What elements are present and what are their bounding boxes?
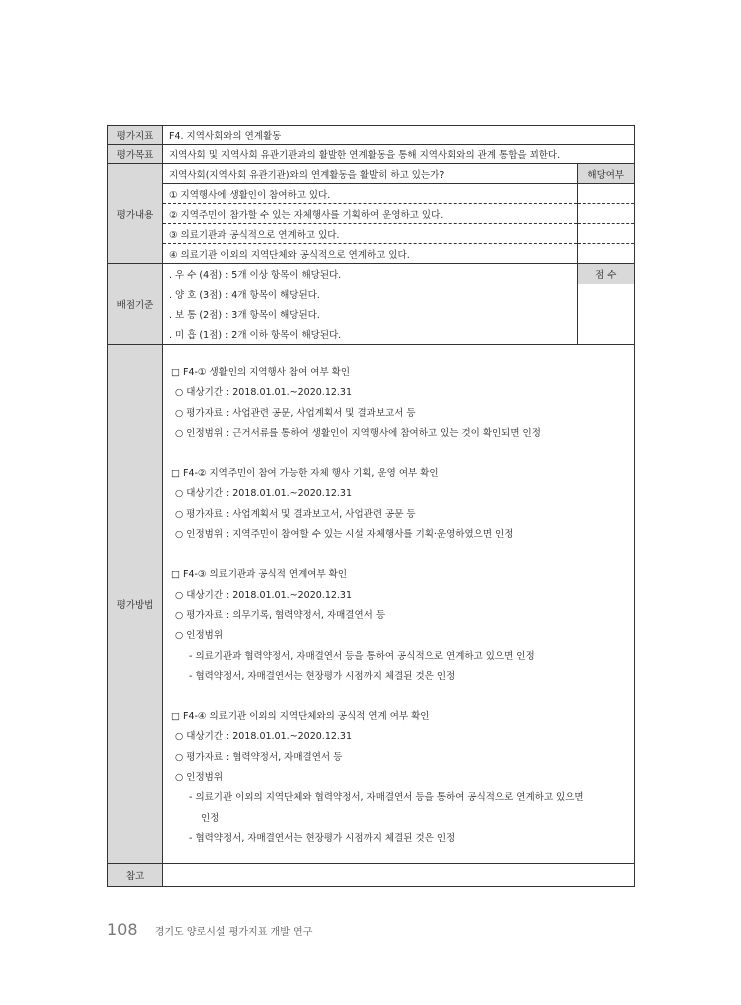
note-value[interactable] [163,864,635,887]
applicable-cell-1[interactable] [577,184,634,204]
indicator-row [108,126,635,145]
applicable-cell-3[interactable] [577,224,634,244]
method-period: ○ 대상기간 : 2018.01.01.~2020.12.31 [175,387,353,399]
applicable-header: 해당여부 [577,164,634,184]
method-title: □ F4-② 지역주민이 참여 가능한 자체 행사 기획, 운영 여부 확인 [171,468,439,480]
content-label: 평가내용 [108,164,163,264]
method-row [108,345,635,864]
method-period: ○ 대상기간 : 2018.01.01.~2020.12.31 [175,488,353,500]
method-title: □ F4-③ 의료기관과 공식적 연계여부 확인 [171,569,348,581]
method-label: 평가방법 [108,345,163,864]
score-cell[interactable] [577,284,634,344]
method-block-4 [171,707,626,849]
content-row [108,164,635,264]
scoring-item-2: . 양 호 (3점) : 4개 항목이 해당된다. [169,290,320,301]
scoring-label: 배점기준 [108,264,163,345]
method-scope-item: - 협력약정서, 자매결연서는 현장평가 시점까지 체결된 것은 인정 [189,670,456,682]
method-title: □ F4-① 생활인의 지역행사 참여 여부 확인 [171,367,351,378]
indicator-label: 평가지표 [108,126,163,145]
running-title: 경기도 양로시설 평가지표 개발 연구 [154,927,313,938]
scoring-item-1: . 우 수 (4점) : 5개 이상 항목이 해당된다. [169,270,342,281]
evaluation-table [107,125,635,887]
method-period: ○ 대상기간 : 2018.01.01.~2020.12.31 [175,589,353,601]
scoring-item-3: . 보 통 (2점) : 3개 항목이 해당된다. [169,310,320,321]
method-scope-item: - 의료기관과 협력약정서, 자매결연서 등을 통하여 공식적으로 연계하고 있으면 인정 [189,650,535,662]
method-scope: ○ 인정범위 [175,630,224,642]
method-content [163,345,635,864]
method-material: ○ 평가자료 : 사업관련 공문, 사업계획서 및 결과보고서 등 [175,407,416,419]
page-number: 108 [107,920,138,939]
score-header: 점 수 [577,264,634,284]
scoring-item-4: . 미 흡 (1점) : 2개 이하 항목이 해당된다. [169,330,342,341]
content-item-1: ① 지역행사에 생활인이 참여하고 있다. [163,184,577,204]
method-scope: ○ 인정범위 : 지역주민이 참여할 수 있는 시설 자체행사를 기획·운영하였으면 인정 [175,529,514,541]
applicable-cell-4[interactable] [577,244,634,264]
method-material: ○ 평가자료 : 협력약정서, 자매결연서 등 [175,751,343,763]
goal-row [108,145,635,164]
applicable-cell-2[interactable] [577,204,634,224]
content-item-2: ② 지역주민이 참가할 수 있는 자체행사를 기획하여 운영하고 있다. [163,204,577,224]
content-question: 지역사회(지역사회 유관기관)와의 연계활동을 활발히 하고 있는가? [163,164,577,184]
scoring-row [108,264,635,345]
content-item-4: ④ 의료기관 이외의 지역단체와 공식적으로 연계하고 있다. [169,249,410,261]
goal-value: 지역사회 및 지역사회 유관기관과의 활발한 연계활동을 통해 지역사회와의 관계 통합을 꾀한다. [163,145,635,164]
method-scope: ○ 인정범위 [175,772,224,784]
content-item-3: ③ 의료기관과 공식적으로 연계하고 있다. [163,224,577,244]
note-label: 참고 [108,864,163,887]
method-title: □ F4-④ 의료기관 이외의 지역단체와의 공식적 연계 여부 확인 [171,711,430,723]
method-scope-item: - 협력약정서, 자매결연서는 현장평가 시점까지 체결된 것은 인정 [189,832,456,844]
method-scope-item-continued: 인정 [201,812,220,824]
indicator-value: F4. 지역사회와의 연계활동 [163,126,635,145]
method-scope-item: - 의료기관 이외의 지역단체와 협력약정서, 자매결연서 등을 통하여 공식적으로 연계하고 있으면 [189,792,584,804]
method-period: ○ 대상기간 : 2018.01.01.~2020.12.31 [175,731,353,743]
goal-label: 평가목표 [108,145,163,164]
method-block-1 [171,363,626,444]
content-items-table [163,164,634,263]
method-material: ○ 평가자료 : 의무기록, 협력약정서, 자매결연서 등 [175,609,386,621]
scoring-items-table [163,264,634,344]
method-scope: ○ 인정범위 : 근거서류를 통하여 생활인이 지역행사에 참여하고 있는 것이 확인되면 인정 [175,427,541,439]
method-block-2 [171,464,626,545]
method-block-3 [171,565,626,687]
method-material: ○ 평가자료 : 사업계획서 및 결과보고서, 사업관련 공문 등 [175,508,416,520]
page-footer [107,920,312,939]
note-row [108,864,635,887]
